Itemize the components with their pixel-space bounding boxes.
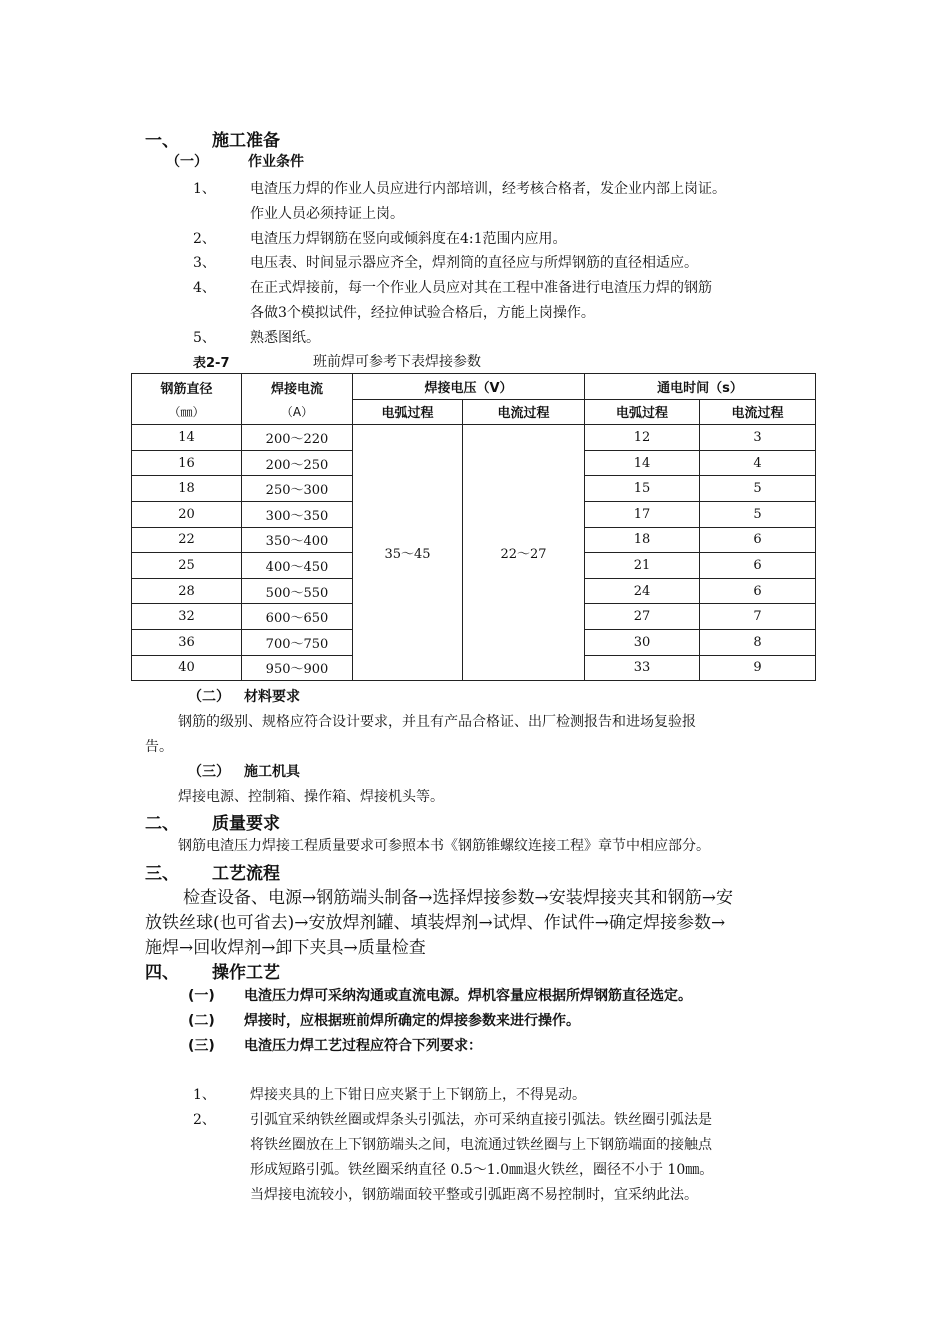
cell-time-flow: 9 [700,655,816,681]
list-item-text: 形成短路引弧。铁丝圈采纳直径 0.5～1.0㎜退火铁丝，圈径不小于 10㎜。 [250,1162,714,1178]
list-item-text: 各做3个模拟试件，经拉伸试验合格后，方能上岗操作。 [250,305,595,321]
header-current [242,374,353,425]
cell-current: 700～750 [242,629,353,655]
cell-diameter: 14 [132,425,242,451]
cell-diameter: 25 [132,553,242,579]
process-flow-text: 检查设备、电源→钢筋端头制备→选择焊接参数→安装焊接夹其和钢筋→安 [183,888,733,908]
cell-time-arc: 18 [585,527,700,553]
cell-time-arc: 12 [585,425,700,451]
cell-voltage-arc: 35～45 [353,425,463,681]
process-flow-text: 施焊→回收焊剂→卸下夹具→质量检查 [145,938,426,958]
header-voltage: 焊接电压（V） [353,374,585,400]
paragraph-text: 告。 [145,739,173,755]
cell-current: 250～300 [242,476,353,502]
op-item-text: 焊接时，应根据班前焊所确定的焊接参数来进行操作。 [244,1013,580,1029]
header-time-arc: 电弧过程 [585,399,700,425]
cell-time-flow: 7 [700,604,816,630]
cell-time-arc: 30 [585,629,700,655]
section-4-title: 操作工艺 [212,963,280,983]
welding-parameters-table [131,373,816,681]
cell-time-flow: 6 [700,553,816,579]
list-item-text: 电压表、时间显示器应齐全，焊剂筒的直径应与所焊钢筋的直径相适应。 [250,255,698,271]
cell-time-arc: 27 [585,604,700,630]
header-diameter-unit: （㎜） [168,405,205,420]
cell-diameter: 36 [132,629,242,655]
list-item-text: 熟悉图纸。 [250,330,320,346]
list-item-text: 电渣压力焊钢筋在竖向或倾斜度在4:1范围内应用。 [250,231,567,247]
header-current-label: 焊接电流 [270,382,323,398]
table-caption: 班前焊可参考下表焊接参数 [313,354,481,370]
section-4-number: 四、 [145,963,179,983]
cell-time-flow: 6 [700,527,816,553]
paragraph-text: 钢筋的级别、规格应符合设计要求，并且有产品合格证、出厂检测报告和进场复验报 [178,714,696,730]
list-item-number: 5、 [193,330,216,346]
op-item-number: (二) [188,1013,215,1029]
header-time: 通电时间（s） [585,374,816,400]
section-2-number: 二、 [145,814,179,834]
cell-time-flow: 5 [700,476,816,502]
list-item-text: 引弧宜采纳铁丝圈或焊条头引弧法，亦可采纳直接引弧法。铁丝圈引弧法是 [250,1112,712,1128]
cell-time-arc: 21 [585,553,700,579]
list-item-number: 1、 [193,181,216,197]
cell-current: 950～900 [242,655,353,681]
list-item-text: 将铁丝圈放在上下钢筋端头之间，电流通过铁丝圈与上下钢筋端面的接触点 [250,1137,712,1153]
header-voltage-arc: 电弧过程 [353,399,463,425]
list-item-number: 1、 [193,1087,216,1103]
cell-current: 200～220 [242,425,353,451]
section-3-number: 三、 [145,864,179,884]
cell-diameter: 18 [132,476,242,502]
cell-time-flow: 4 [700,450,816,476]
cell-current: 500～550 [242,578,353,604]
cell-voltage-flow: 22～27 [463,425,585,681]
header-diameter [132,374,242,425]
cell-time-arc: 17 [585,501,700,527]
cell-time-flow: 3 [700,425,816,451]
cell-time-arc: 24 [585,578,700,604]
cell-diameter: 22 [132,527,242,553]
cell-current: 300～350 [242,501,353,527]
cell-current: 200～250 [242,450,353,476]
cell-diameter: 32 [132,604,242,630]
header-diameter-label: 钢筋直径 [160,382,213,398]
op-item-number: (一) [188,988,215,1004]
cell-diameter: 16 [132,450,242,476]
list-item-text: 焊接夹具的上下钳日应夹紧于上下钢筋上，不得晃动。 [250,1087,586,1103]
paragraph-text: 钢筋电渣压力焊接工程质量要求可参照本书《钢筋锥螺纹连接工程》章节中相应部分。 [178,838,710,854]
subsection-1-2-number: （二） [188,689,230,705]
list-item-text: 作业人员必须持证上岗。 [250,206,404,222]
cell-time-flow: 8 [700,629,816,655]
op-item-text: 电渣压力焊可采纳沟通或直流电源。焊机容量应根据所焊钢筋直径选定。 [244,988,692,1004]
paragraph-text: 焊接电源、控制箱、操作箱、焊接机头等。 [178,789,444,805]
subsection-1-3-title: 施工机具 [244,764,300,780]
table-label: 表2-7 [193,356,230,371]
op-item-text: 电渣压力焊工艺过程应符合下列要求： [244,1038,482,1054]
list-item-number: 4、 [193,280,216,296]
table-row [132,425,816,451]
cell-current: 350～400 [242,527,353,553]
subsection-1-1-title: 作业条件 [248,154,304,170]
cell-diameter: 40 [132,655,242,681]
cell-current: 600～650 [242,604,353,630]
cell-time-flow: 6 [700,578,816,604]
cell-diameter: 20 [132,501,242,527]
section-2-title: 质量要求 [212,814,280,834]
section-1-title: 施工准备 [212,131,280,151]
subsection-1-3-number: （三） [188,764,230,780]
subsection-1-2-title: 材料要求 [244,689,300,705]
list-item-number: 2、 [193,231,216,247]
cell-time-arc: 33 [585,655,700,681]
cell-current: 400～450 [242,553,353,579]
header-voltage-flow: 电流过程 [463,399,585,425]
cell-diameter: 28 [132,578,242,604]
cell-time-arc: 15 [585,476,700,502]
list-item-text: 电渣压力焊的作业人员应进行内部培训，经考核合格者，发企业内部上岗证。 [250,181,726,197]
op-item-number: (三) [188,1038,215,1054]
section-1-number: 一、 [145,131,179,151]
list-item-text: 当焊接电流较小，钢筋端面较平整或引弧距离不易控制时，宜采纳此法。 [250,1187,698,1203]
header-time-flow: 电流过程 [700,399,816,425]
subsection-1-1-number: （一） [166,154,208,170]
header-current-unit: （A） [280,405,314,420]
process-flow-text: 放铁丝球(也可省去)→安放焊剂罐、填装焊剂→试焊、作试件→确定焊接参数→ [145,913,726,933]
table-header-row [132,374,816,400]
cell-time-arc: 14 [585,450,700,476]
list-item-text: 在正式焊接前，每一个作业人员应对其在工程中准备进行电渣压力焊的钢筋 [250,280,712,296]
list-item-number: 3、 [193,255,216,271]
list-item-number: 2、 [193,1112,216,1128]
section-3-title: 工艺流程 [212,864,280,884]
cell-time-flow: 5 [700,501,816,527]
